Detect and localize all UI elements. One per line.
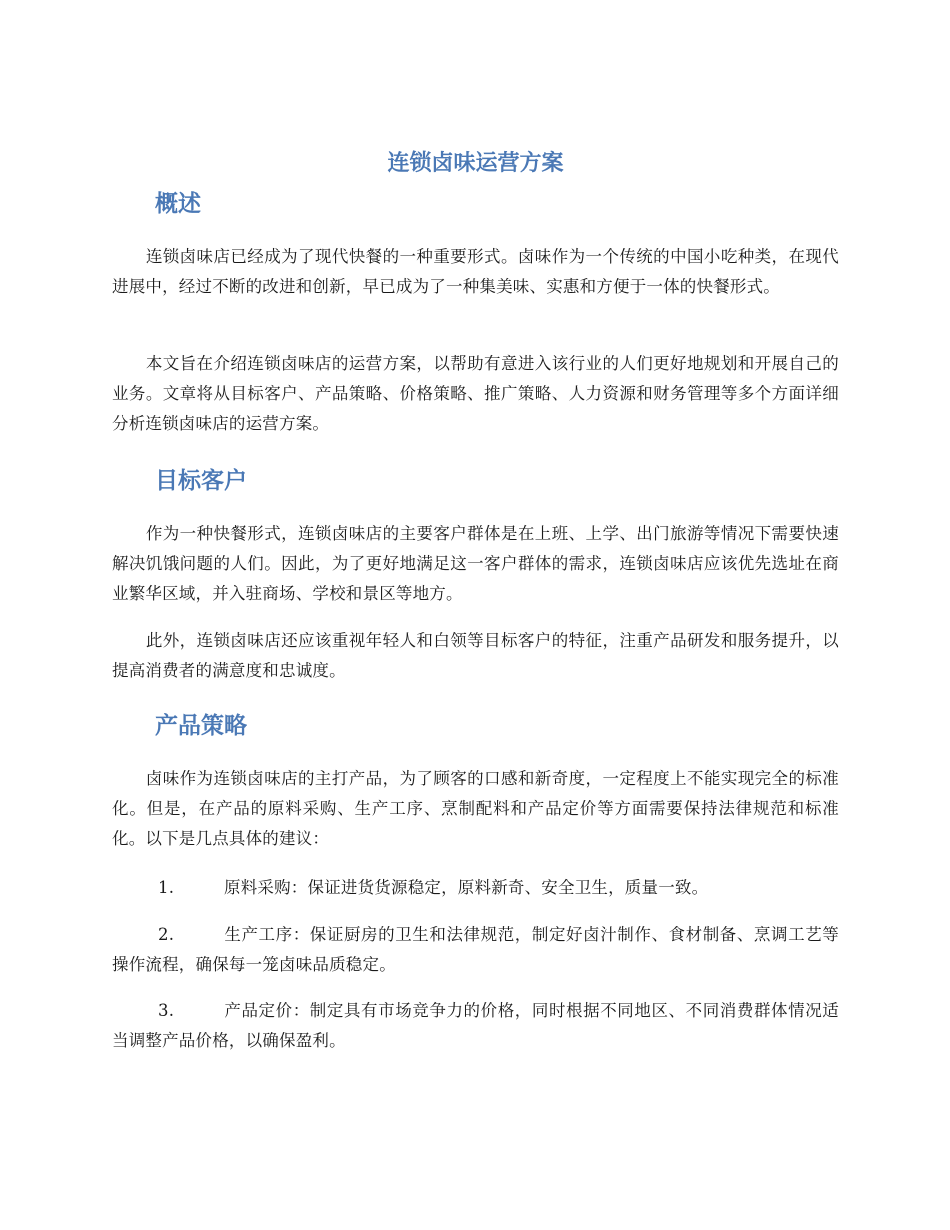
section-overview-body	[112, 242, 839, 302]
section-product-strategy-body	[112, 764, 839, 854]
section-overview	[112, 186, 839, 222]
section-heading: 概述	[155, 191, 201, 217]
list-text: 生产工序：保证厨房的卫生和法律规范，制定好卤汁制作、食材制备、烹调工艺等操作流程，确保每一笼卤味品质稳定。	[112, 925, 839, 974]
paragraph: 连锁卤味店已经成为了现代快餐的一种重要形式。卤味作为一个传统的中国小吃种类，在现代进展中，经过不断的改进和创新，早已成为了一种集美味、实惠和方便于一体的快餐形式。	[112, 247, 839, 296]
section-target-customers	[112, 463, 839, 499]
list-number: 1.	[158, 878, 175, 897]
section-target-customers-body	[112, 519, 839, 609]
page-title: 连锁卤味运营方案	[387, 151, 564, 176]
section-heading: 目标客户	[155, 468, 247, 494]
list-text: 产品定价：制定具有市场竞争力的价格，同时根据不同地区、不同消费群体情况适当调整产品价格，以确保盈利。	[112, 1001, 839, 1050]
section-overview-body-2	[112, 349, 839, 439]
section-product-strategy	[112, 708, 839, 744]
paragraph: 卤味作为连锁卤味店的主打产品，为了顾客的口感和新奇度，一定程度上不能实现完全的标准化。但是，在产品的原料采购、生产工序、烹制配料和产品定价等方面需要保持法律规范和标准化。以下是几点具体的建议：	[112, 769, 839, 848]
list-number: 2.	[158, 925, 175, 944]
paragraph: 本文旨在介绍连锁卤味店的运营方案，以帮助有意进入该行业的人们更好地规划和开展自己的业务。文章将从目标客户、产品策略、价格策略、推广策略、人力资源和财务管理等多个方面详细分析连锁卤味店的运营方案。	[112, 354, 839, 433]
paragraph: 此外，连锁卤味店还应该重视年轻人和白领等目标客户的特征，注重产品研发和服务提升，以提高消费者的满意度和忠诚度。	[112, 631, 839, 680]
paragraph: 作为一种快餐形式，连锁卤味店的主要客户群体是在上班、上学、出门旅游等情况下需要快速解决饥饿问题的人们。因此，为了更好地满足这一客户群体的需求，连锁卤味店应该优先选址在商业繁华区域，并入驻商场、学校和景区等地方。	[112, 524, 839, 603]
section-target-customers-body-2	[112, 626, 839, 686]
list-item	[112, 996, 839, 1056]
list-text: 原料采购：保证进货货源稳定，原料新奇、安全卫生，质量一致。	[224, 878, 709, 897]
list-number: 3.	[158, 1001, 175, 1020]
list-item	[112, 920, 839, 980]
list-item	[112, 873, 839, 903]
section-heading: 产品策略	[155, 713, 247, 739]
